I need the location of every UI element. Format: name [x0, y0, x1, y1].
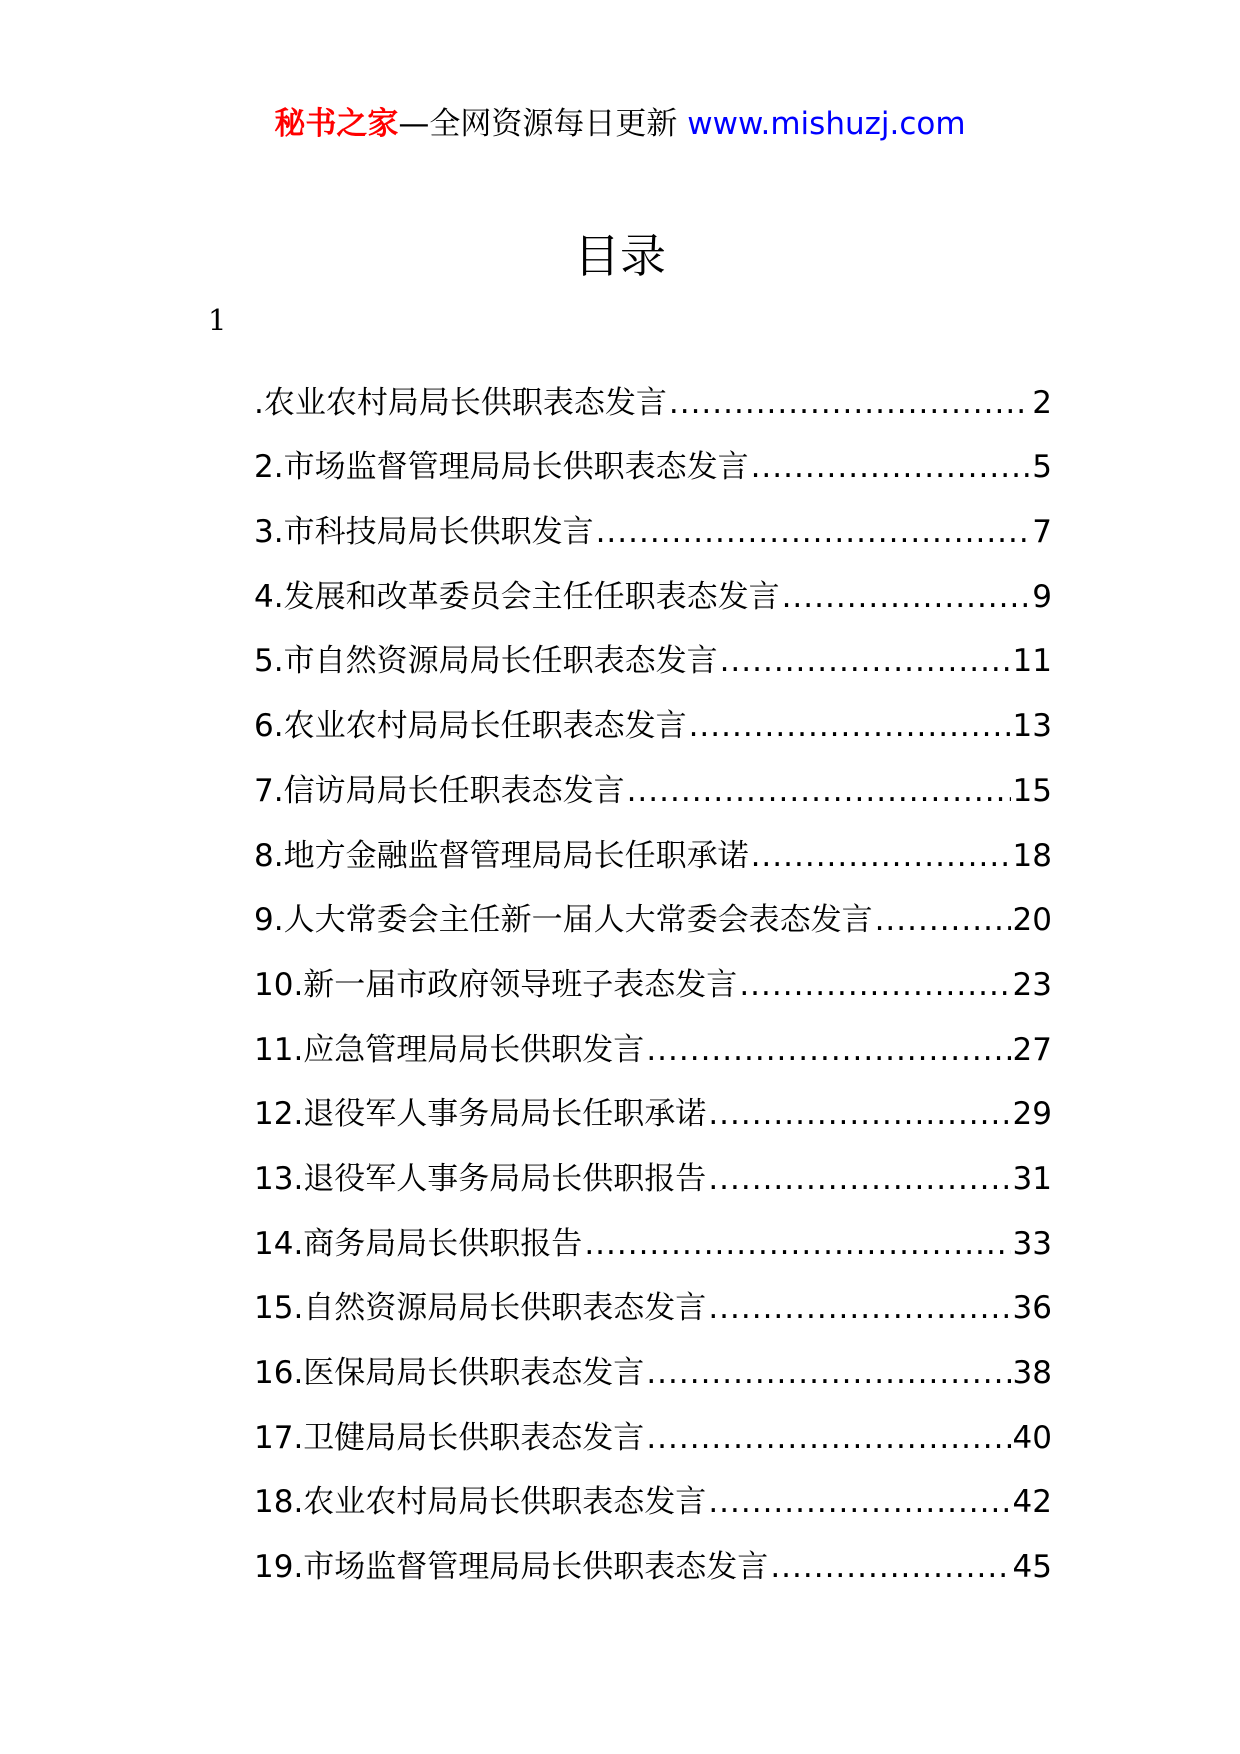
toc-dot-leader [739, 963, 1010, 1007]
toc-entry-label: 15.自然资源局局长供职表态发言 [254, 1290, 707, 1327]
page-header [0, 102, 1240, 146]
toc-entry-page: 20 [1012, 902, 1052, 939]
toc-entry[interactable] [254, 425, 1052, 490]
toc-entry-page: 42 [1012, 1484, 1052, 1521]
toc-entry-label: 6.农业农村局局长任职表态发言 [254, 708, 687, 745]
toc-dot-leader [720, 639, 1011, 683]
toc-dot-leader [875, 898, 1011, 942]
toc-entry-label: 10.新一届市政府领导班子表态发言 [254, 966, 738, 1003]
toc-entry-page: 9 [1032, 578, 1052, 615]
toc-dot-leader [708, 1480, 1010, 1524]
document-title: 目录 [574, 229, 666, 283]
toc-entry-label: 9.人大常委会主任新一届人大常委会表态发言 [254, 902, 873, 939]
toc-entry-page: 27 [1012, 1031, 1052, 1068]
toc-dot-leader [689, 704, 1011, 748]
toc-entry-page: 23 [1012, 966, 1052, 1003]
toc-entry-label: 5.市自然资源局局长任职表态发言 [254, 643, 718, 680]
toc-entry[interactable] [254, 554, 1052, 619]
toc-entry-page: 31 [1012, 1160, 1052, 1197]
toc-dot-leader [708, 1286, 1010, 1330]
toc-entry-page: 45 [1012, 1549, 1052, 1586]
toc-entry[interactable] [254, 1460, 1052, 1525]
toc-entry[interactable] [254, 1266, 1052, 1331]
toc-entry-label: 13.退役军人事务局局长供职报告 [254, 1160, 707, 1197]
toc-dot-leader [646, 1351, 1010, 1395]
toc-entry-label: 4.发展和改革委员会主任任职表态发言 [254, 578, 780, 615]
toc-entry-page: 13 [1012, 708, 1052, 745]
toc-entry-label: 19.市场监督管理局局长供职表态发言 [254, 1549, 769, 1586]
toc-entry-label: 11.应急管理局局长供职发言 [254, 1031, 645, 1068]
toc-entry[interactable] [254, 942, 1052, 1007]
toc-entry[interactable] [254, 1524, 1052, 1589]
toc-entry-label: 18.农业农村局局长供职表态发言 [254, 1484, 707, 1521]
toc-entry-page: 29 [1012, 1096, 1052, 1133]
toc-entry[interactable] [254, 1201, 1052, 1266]
toc-dot-leader [627, 769, 1011, 813]
toc-dot-leader [751, 445, 1031, 489]
toc-entry-page: 40 [1012, 1419, 1052, 1456]
toc-entry[interactable] [254, 1395, 1052, 1460]
toc-entry-label: 14.商务局局长供职报告 [254, 1225, 583, 1262]
header-slogan: —全网资源每日更新 [398, 106, 688, 142]
toc-entry-label: 17.卫健局局长供职表态发言 [254, 1419, 645, 1456]
toc-entry[interactable] [254, 360, 1052, 425]
toc-dot-leader [646, 1028, 1010, 1072]
website-link[interactable]: www.mishuzj.com [687, 106, 966, 142]
toc-entry-page: 18 [1012, 837, 1052, 874]
toc-dot-leader [770, 1545, 1010, 1589]
toc-entry[interactable] [254, 489, 1052, 554]
toc-entry-page: 11 [1012, 643, 1052, 680]
toc-entry-page: 33 [1012, 1225, 1052, 1262]
toc-entry[interactable] [254, 748, 1052, 813]
table-of-contents [254, 360, 1052, 1589]
toc-entry-page: 2 [1032, 384, 1052, 421]
toc-entry-page: 15 [1012, 772, 1052, 809]
toc-entry[interactable] [254, 1007, 1052, 1072]
toc-entry-page: 7 [1032, 514, 1052, 551]
page-number: 1 [208, 303, 227, 337]
toc-entry-label: 7.信访局局长任职表态发言 [254, 772, 625, 809]
toc-entry[interactable] [254, 1072, 1052, 1137]
toc-entry[interactable] [254, 683, 1052, 748]
toc-dot-leader [708, 1157, 1010, 1201]
toc-dot-leader [708, 1092, 1010, 1136]
toc-entry-page: 5 [1032, 449, 1052, 486]
toc-dot-leader [596, 510, 1031, 554]
toc-entry-label: .农业农村局局长供职表态发言 [254, 384, 667, 421]
brand-name: 秘书之家 [274, 106, 399, 142]
toc-entry-label: 3.市科技局局长供职发言 [254, 514, 594, 551]
toc-entry-page: 38 [1012, 1355, 1052, 1391]
toc-entry[interactable] [254, 813, 1052, 878]
toc-entry-label: 2.市场监督管理局局长供职表态发言 [254, 449, 749, 486]
toc-entry[interactable] [254, 619, 1052, 684]
toc-dot-leader [584, 1222, 1010, 1266]
toc-entry-label: 8.地方金融监督管理局局长任职承诺 [254, 837, 749, 874]
toc-entry[interactable] [254, 1136, 1052, 1201]
toc-dot-leader [751, 834, 1011, 878]
toc-dot-leader [669, 381, 1030, 425]
toc-entry-page: 36 [1012, 1290, 1052, 1327]
toc-entry[interactable] [254, 1330, 1052, 1395]
toc-dot-leader [782, 575, 1031, 619]
toc-dot-leader [646, 1416, 1010, 1460]
toc-entry-label: 16.医保局局长供职表态发言 [254, 1355, 645, 1391]
toc-entry[interactable] [254, 878, 1052, 943]
toc-entry-label: 12.退役军人事务局局长任职承诺 [254, 1096, 707, 1133]
